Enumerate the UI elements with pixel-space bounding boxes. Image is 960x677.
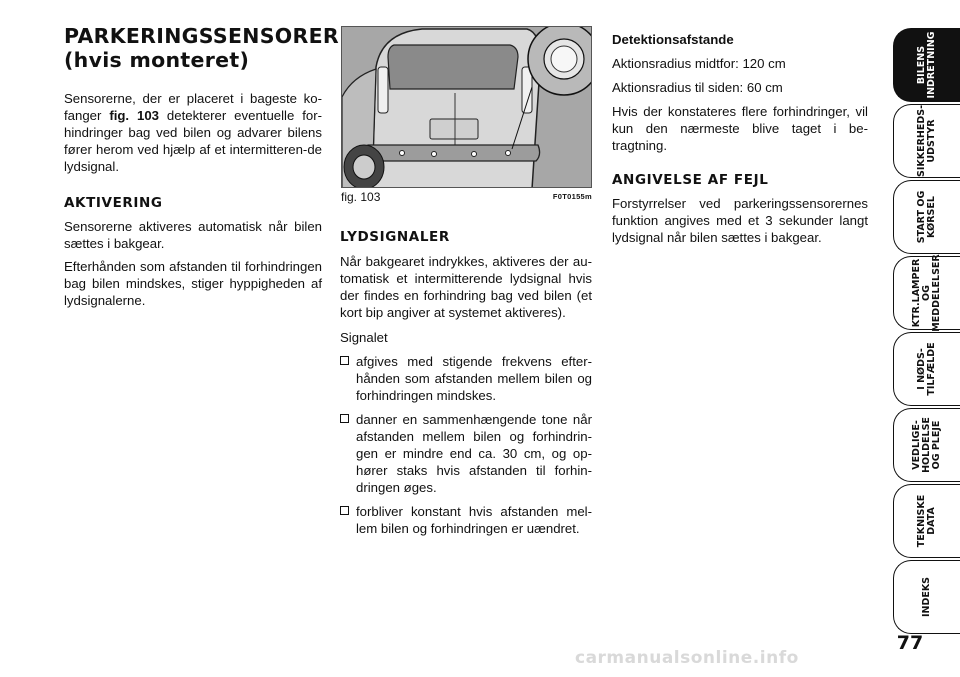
list-item [340, 353, 592, 404]
list-item [340, 503, 592, 537]
list-item-text: afgives med stigende frekvens efter-hånden som afstanden mellem bilen og forhindringen mindskes. [356, 354, 592, 403]
multiple-obstacles-paragraph: Hvis der konstateres flere forhindringer, vil kun den nærmeste blive taget i be-tragtning. [612, 104, 868, 153]
column-2 [340, 0, 592, 537]
figure-code: F0T0155m [552, 192, 592, 201]
list-item-text: forbliver konstant hvis afstanden mel-lem bilen og forhindringen er uændret. [356, 504, 592, 536]
tab-label: INDEKS [921, 576, 932, 618]
list-item [340, 411, 592, 496]
figure-reference[interactable]: fig. 103 [109, 108, 159, 123]
signal-intro: Signalet [340, 330, 388, 345]
list-item-text: danner en sammenhængende tone når afstanden mellem bilen og forhindrin-gen er mindre end ca. 30 cm, og op-hører staks hvis afstanden til forhin-dringen øges. [356, 412, 592, 495]
title-line-2: (hvis monteret) [64, 48, 250, 72]
checkbox-bullet-icon [340, 356, 349, 365]
tab-bilens-indretning[interactable] [893, 28, 960, 102]
radius-center: Aktionsradius midtfor: 120 cm [612, 56, 786, 71]
tab-tekniske-data[interactable] [893, 484, 960, 558]
watermark: carmanualsonline.info [575, 648, 799, 668]
tab-indeks[interactable] [893, 560, 960, 634]
tab-label: BILENS INDRETNING [916, 31, 937, 99]
intro-text-b: detekterer eventuelle for-hindringer bag ved bilen og advarer bilens fører herom ved hjælp af et intermitteren-de lydsignal. [64, 108, 322, 174]
radius-side: Aktionsradius til siden: 60 cm [612, 80, 783, 95]
tab-label: TEKNISKE DATA [916, 494, 937, 548]
title-line-1: PARKERINGSSENSORER [64, 24, 340, 48]
column-3 [612, 0, 868, 246]
intro-text-a: Sensorerne, der er placeret i bageste ko-fanger [64, 91, 322, 123]
checkbox-bullet-icon [340, 414, 349, 423]
activation-paragraph-2: Efterhånden som afstanden til forhindringen bag bilen mindskes, stiger hyppigheden af lydsignalerne. [64, 259, 322, 308]
tab-kontrollamper[interactable] [893, 256, 960, 330]
sound-signals-heading: LYDSIGNALER [340, 229, 450, 245]
figure-caption-text: fig. 103 [341, 190, 381, 204]
checkbox-bullet-icon [340, 506, 349, 515]
detection-distances-heading: Detektionsafstande [612, 32, 734, 47]
page-number: 77 [896, 632, 924, 654]
tab-sikkerhedsudstyr[interactable] [893, 104, 960, 178]
fault-indication-heading: ANGIVELSE AF FEJL [612, 172, 769, 188]
tab-label: I NØDS- TILFÆLDE [916, 342, 937, 396]
chapter-tabs [893, 0, 960, 677]
tab-label: SIKKERHEDS- UDSTYR [916, 104, 937, 178]
sound-signals-paragraph: Når bakgearet indrykkes, aktiveres der au-tomatisk et intermitterende lydsignal hvis der findes en forhindring bag ved bilen (et kort bip angiver at systemet aktiveres). [340, 254, 592, 320]
tab-label: START OG KØRSEL [916, 190, 937, 244]
fault-indication-paragraph: Forstyrrelser ved parkeringssensorernes funktion angives med et 3 sekunder langt lydsignal når bilen sættes i bakgear. [612, 196, 868, 245]
column-1 [64, 0, 322, 309]
activation-heading: AKTIVERING [64, 195, 163, 211]
tab-start-og-korsel[interactable] [893, 180, 960, 254]
tab-vedligeholdelse[interactable] [893, 408, 960, 482]
activation-paragraph-1: Sensorerne aktiveres automatisk når bilen sættes i bakgear. [64, 219, 322, 251]
tab-label: VEDLIGE- HOLDELSE OG PLEJE [911, 417, 942, 473]
tab-label: KTR.LAMPER OG MEDDELELSER [911, 254, 942, 332]
intro-paragraph [64, 90, 322, 175]
tab-i-nodstilfaelde[interactable] [893, 332, 960, 406]
